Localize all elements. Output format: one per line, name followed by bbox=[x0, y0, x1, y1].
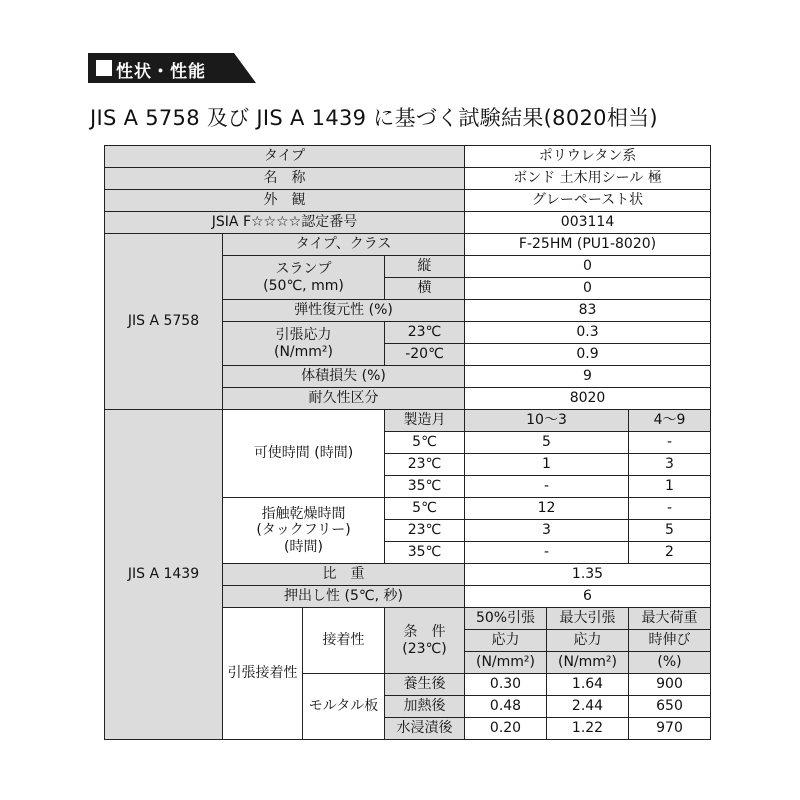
slump-vertical-label: 縦 bbox=[385, 256, 465, 278]
bond-value-c: 900 bbox=[629, 674, 711, 696]
pot-value-a: 5 bbox=[465, 432, 629, 454]
pot-value-a: - bbox=[465, 476, 629, 498]
group-label-jis1439: JIS A 1439 bbox=[105, 410, 223, 740]
tack-free-label bbox=[223, 498, 385, 564]
tack-temp: 23℃ bbox=[385, 520, 465, 542]
pot-value-b: - bbox=[629, 432, 711, 454]
row-value-appearance: グレーペースト状 bbox=[465, 190, 711, 212]
volume-loss-label: 体積損失 (%) bbox=[223, 366, 465, 388]
group-label-jis5758: JIS A 5758 bbox=[105, 234, 223, 410]
section-header-label: 性状・性能 bbox=[116, 62, 206, 82]
mfg-month-label: 製造月 bbox=[385, 410, 465, 432]
tack-value-a: 12 bbox=[465, 498, 629, 520]
recovery-value: 83 bbox=[465, 300, 711, 322]
durability-value: 8020 bbox=[465, 388, 711, 410]
pot-temp: 5℃ bbox=[385, 432, 465, 454]
table-row bbox=[105, 212, 711, 234]
page-subtitle: JIS A 5758 及び JIS A 1439 に基づく試験結果(8020相当) bbox=[90, 106, 658, 130]
table-row bbox=[105, 168, 711, 190]
durability-label: 耐久性区分 bbox=[223, 388, 465, 410]
tack-value-a: 3 bbox=[465, 520, 629, 542]
bond-value-a: 0.30 bbox=[465, 674, 547, 696]
col-c-header-line2: 時伸び bbox=[629, 630, 711, 652]
row-value-type: ポリウレタン系 bbox=[465, 146, 711, 168]
bond-value-b: 1.22 bbox=[547, 718, 629, 740]
condition-header-line1: 条 件 bbox=[403, 624, 446, 641]
slump-horizontal-value: 0 bbox=[465, 278, 711, 300]
bond-value-c: 970 bbox=[629, 718, 711, 740]
tensile-23-value: 0.3 bbox=[465, 322, 711, 344]
bond-value-b: 2.44 bbox=[547, 696, 629, 718]
type-class-label: タイプ、クラス bbox=[223, 234, 465, 256]
type-class-value: F-25HM (PU1-8020) bbox=[465, 234, 711, 256]
table-row bbox=[105, 146, 711, 168]
pot-temp: 23℃ bbox=[385, 454, 465, 476]
bond-value-a: 0.20 bbox=[465, 718, 547, 740]
col-b-header-line3: (N/mm²) bbox=[547, 652, 629, 674]
pot-value-b: 3 bbox=[629, 454, 711, 476]
tensile-23-label: 23℃ bbox=[385, 322, 465, 344]
square-icon bbox=[96, 60, 112, 76]
mfg-col1: 10～3 bbox=[465, 410, 629, 432]
pot-temp: 35℃ bbox=[385, 476, 465, 498]
row-value-name: ボンド 土木用シール 極 bbox=[465, 168, 711, 190]
slump-vertical-value: 0 bbox=[465, 256, 711, 278]
bond-value-a: 0.48 bbox=[465, 696, 547, 718]
condition-header bbox=[385, 608, 465, 674]
extrusion-value: 6 bbox=[465, 586, 711, 608]
tack-value-b: 5 bbox=[629, 520, 711, 542]
tensile-label bbox=[223, 322, 385, 366]
tack-free-line3: (時間) bbox=[284, 538, 323, 555]
extrusion-label: 押出し性 (5℃, 秒) bbox=[223, 586, 465, 608]
specific-gravity-label: 比 重 bbox=[223, 564, 465, 586]
tack-temp: 5℃ bbox=[385, 498, 465, 520]
slump-label bbox=[223, 256, 385, 300]
table-row bbox=[105, 234, 711, 256]
pot-life-label: 可使時間 (時間) bbox=[223, 410, 385, 498]
table-row bbox=[105, 410, 711, 432]
substrate-label: モルタル板 bbox=[303, 674, 385, 740]
col-c-header-line1: 最大荷重 bbox=[629, 608, 711, 630]
col-b-header-line1: 最大引張 bbox=[547, 608, 629, 630]
pot-value-a: 1 bbox=[465, 454, 629, 476]
col-b-header-line2: 応力 bbox=[547, 630, 629, 652]
row-label-appearance: 外 観 bbox=[105, 190, 465, 212]
mfg-col2: 4～9 bbox=[629, 410, 711, 432]
condition-header-line2: (23℃) bbox=[402, 640, 447, 657]
slump-label-line1: スランプ bbox=[275, 261, 332, 278]
tack-temp: 35℃ bbox=[385, 542, 465, 564]
bond-condition: 水浸漬後 bbox=[385, 718, 465, 740]
row-label-jsia: JSIA F☆☆☆☆認定番号 bbox=[105, 212, 465, 234]
bond-value-b: 1.64 bbox=[547, 674, 629, 696]
tensile-label-line1: 引張応力 bbox=[275, 327, 332, 344]
col-a-header-line2: 応力 bbox=[465, 630, 547, 652]
tack-value-a: - bbox=[465, 542, 629, 564]
pot-value-b: 1 bbox=[629, 476, 711, 498]
tack-free-line2: (タックフリー) bbox=[256, 522, 351, 539]
tensile-label-line2: (N/mm²) bbox=[273, 343, 333, 360]
specific-gravity-value: 1.35 bbox=[465, 564, 711, 586]
tensile-adhesion-label: 引張接着性 bbox=[223, 608, 303, 740]
col-c-header-line3: (%) bbox=[629, 652, 711, 674]
recovery-label: 弾性復元性 (%) bbox=[223, 300, 465, 322]
col-a-header-line1: 50%引張 bbox=[465, 608, 547, 630]
slump-horizontal-label: 横 bbox=[385, 278, 465, 300]
bond-condition: 加熱後 bbox=[385, 696, 465, 718]
bond-condition: 養生後 bbox=[385, 674, 465, 696]
slump-label-line2: (50℃, mm) bbox=[263, 277, 344, 294]
tensile-minus20-value: 0.9 bbox=[465, 344, 711, 366]
tack-free-line1: 指触乾燥時間 bbox=[261, 506, 346, 523]
row-label-type: タイプ bbox=[105, 146, 465, 168]
row-value-jsia: 003114 bbox=[465, 212, 711, 234]
volume-loss-value: 9 bbox=[465, 366, 711, 388]
tensile-minus20-label: -20℃ bbox=[385, 344, 465, 366]
bond-value-c: 650 bbox=[629, 696, 711, 718]
adhesion-label: 接着性 bbox=[303, 608, 385, 674]
col-a-header-line3: (N/mm²) bbox=[465, 652, 547, 674]
spec-table bbox=[104, 145, 711, 740]
tack-value-b: 2 bbox=[629, 542, 711, 564]
tack-value-b: - bbox=[629, 498, 711, 520]
section-header-badge bbox=[88, 53, 258, 83]
row-label-name: 名 称 bbox=[105, 168, 465, 190]
table-row bbox=[105, 190, 711, 212]
